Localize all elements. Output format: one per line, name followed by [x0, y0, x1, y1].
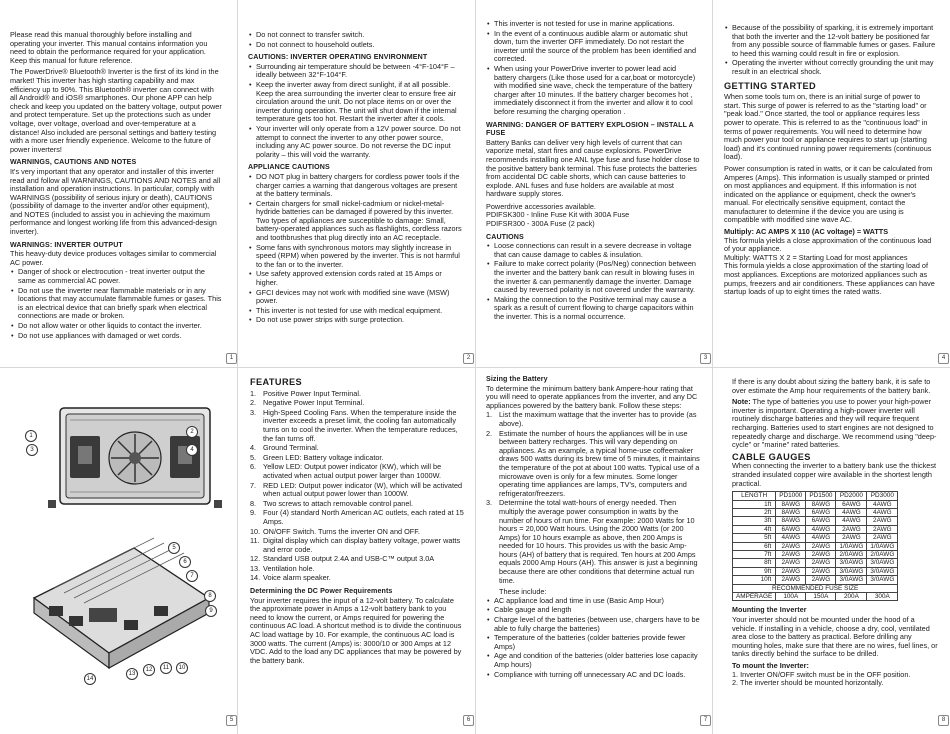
- table-row: [733, 576, 898, 584]
- page-number: 7: [700, 715, 711, 726]
- page-number: 3: [700, 353, 711, 364]
- formula-note: This formula yields a close approximation of the continuous load of your appliance.: [724, 235, 932, 254]
- table-cell: 2ft: [733, 508, 776, 516]
- page-3: [486, 20, 700, 324]
- table-cell: 6ft: [733, 542, 776, 550]
- list-item: • Surrounding air temperature should be between -4°F-104°F – ideally between 32°F-104°F.: [248, 63, 462, 80]
- page-2: [248, 31, 462, 327]
- page-number: 2: [463, 353, 474, 364]
- table-cell: 4AWG: [776, 534, 806, 542]
- list-item: 9. Four (4) standard North American AC outlets, each rated at 15 Amps.: [250, 508, 464, 526]
- table-cell: 1/0AWG: [836, 542, 867, 550]
- table-header-cell: PD1000: [776, 492, 806, 500]
- mount-step: 2. The inverter should be mounted horizontally.: [732, 678, 884, 688]
- table-cell: 2AWG: [806, 567, 836, 575]
- list-item: • Do not use appliances with damaged or wet cords.: [10, 332, 222, 341]
- table-row: [733, 500, 898, 508]
- table-cell: 4AWG: [836, 508, 867, 516]
- table-cell: 200A: [836, 593, 867, 601]
- bullet-list: [486, 242, 700, 321]
- table-cell: 6AWG: [836, 500, 867, 508]
- callout-3: 3: [26, 444, 38, 456]
- intro-paragraph-2: The PowerDrive® Bluetooth® Inverter is the first of its kind in the market! This inverter has high starting capability and max efficiency up to 90%. This Bluetooth® inverter can connect with all Android® and iOS® smartphones. Our phone APP can help check and keep you updated on the battery voltage, output power and protect temperature. Set up the protections such as under voltage, over voltage, overload and over-temperature at a distance! Also included are personal settings and battery testing with a more user friendly experience. Welcome to the future of power inverters!: [10, 67, 222, 154]
- bullet-list: [248, 173, 462, 325]
- table-cell: 8ft: [733, 559, 776, 567]
- table-cell: 8AWG: [776, 517, 806, 525]
- list-item: • AC appliance load and time in use (Basic Amp Hour): [486, 597, 700, 606]
- table-cell: 8AWG: [806, 500, 836, 508]
- list-item: 5. Green LED: Battery voltage indicator.: [250, 452, 384, 462]
- page-number: 8: [938, 715, 949, 726]
- formula-starting: Multiply: WATTS X 2 = Starting Load for most appliances: [724, 252, 908, 262]
- list-item: 1. List the maximum wattage that the inverter has to provide (as above).: [486, 410, 697, 428]
- callout-5: 5: [168, 542, 180, 554]
- page-4: [724, 24, 938, 297]
- table-cell: 100A: [776, 593, 806, 601]
- table-cell: 4AWG: [836, 517, 867, 525]
- list-item: • Do not connect to transfer switch.: [248, 31, 462, 40]
- page-8: [732, 378, 938, 688]
- callout-2: 2: [186, 426, 198, 438]
- list-item: • Because of the possibility of sparking, it is extremely important that both the inverter and the 12-volt battery be positioned far from any possible source of flammable fumes or gases. Failure to heed this warning could result in fire or explosion.: [724, 24, 938, 58]
- table-cell: 2AWG: [836, 525, 867, 533]
- dc-requirements-paragraph: Your inverter requires the input of a 12-volt battery. To calculate the approximate power in Amps a 12-volt battery bank to you need to know the current, or Amps required for powering the continuous AC load. A shortcut method is to divide the continuous AC load wattage by 10. For example, the continuous AC load is 3000 watts. The current (Amps) is: 3000/10 or 300 Amps at 12 VDC. Add to the load any DC appliances that may be powered by the battery bank.: [250, 595, 462, 665]
- bullet-list: [248, 31, 462, 49]
- section-heading: APPLIANCE CAUTIONS: [248, 163, 330, 172]
- table-cell: 2AWG: [776, 576, 806, 584]
- page-number: 5: [226, 715, 237, 726]
- warnings-paragraph: It's very important that any operator and installer of this inverter read and follow all WARNINGS, CAUTIONS AND NOTES and all installation and operation instructions. In particular, comply with WARNINGS (possibility of serious injury or death), CAUTIONS (possibility of damage to the inverter and/or other equipment), and NOTES (included to assist you in achieving the maximum performance and longest working life from this advanced-design inverter).: [10, 166, 221, 237]
- section-heading: CABLE GAUGES: [732, 451, 811, 462]
- bullet-list: [10, 268, 222, 340]
- output-paragraph: This heavy-duty device produces voltages similar to commercial AC power.: [10, 249, 217, 267]
- table-cell: 2AWG: [776, 567, 806, 575]
- table-cell: 9ft: [733, 567, 776, 575]
- list-item: • Some fans with synchronous motors may slightly increase in speed (RPM) when powered by the inverter. This is not harmful to the fan or to the inverter.: [248, 244, 462, 270]
- callout-11: 11: [160, 662, 172, 674]
- list-item: 11. Digital display which can display battery voltage, power watts and error code.: [250, 536, 461, 554]
- table-cell: 2AWG: [776, 559, 806, 567]
- list-item: • Making the connection to the Positive terminal may cause a spark as a result of current flowing to charge capacitors within the inverter. This is a normal occurrence.: [486, 296, 700, 322]
- table-cell: 6AWG: [806, 508, 836, 516]
- sizing-intro: To determine the minimum battery bank Ampere-hour rating that you will need to operate appliances from the inverter, and any DC appliances powered by the battery bank. Follow these steps:: [486, 383, 698, 410]
- list-item: • Danger of shock or electrocution - treat inverter output the same as commercial AC power.: [10, 268, 222, 285]
- cable-gauges-paragraph: When connecting the inverter to a battery bank use the thickest stranded insulated copper wire available in the shortest length practical.: [732, 461, 937, 488]
- list-item: 1. Positive Power Input Terminal.: [250, 388, 362, 398]
- list-item: • Charge level of the batteries (between use, chargers have to be able to fully charge the batteries): [486, 616, 700, 633]
- callout-1: 1: [25, 430, 37, 442]
- list-item: • Use safety approved extension cords rated at 15 Amps or higher.: [248, 270, 462, 287]
- table-cell: 3/0AWG: [867, 559, 898, 567]
- fuse-caption-row: [733, 584, 898, 592]
- table-cell: 2AWG: [806, 542, 836, 550]
- table-cell: 7ft: [733, 550, 776, 558]
- section-heading: GETTING STARTED: [724, 80, 817, 91]
- callout-12: 12: [143, 664, 155, 676]
- section-heading: FEATURES: [250, 377, 303, 387]
- list-item: • This inverter is not tested for use with medical equipment.: [248, 307, 462, 316]
- accessories-label: Powerdrive accessories available.: [486, 201, 596, 211]
- list-item: 13. Ventilation hole.: [250, 563, 315, 573]
- list-item: 8. Two screws to attach removable control panel.: [250, 498, 414, 508]
- list-item: • Do not use the inverter near flammable materials or in any locations that may accumulate flammable fumes or gases. This is an electrical device that can briefly spark when electrical connections are made or broken.: [10, 287, 222, 321]
- section-heading: Sizing the Battery: [486, 375, 548, 383]
- list-item: • GFCI devices may not work with modified sine wave (MSW) power.: [248, 289, 462, 306]
- table-cell: 1/0AWG: [867, 542, 898, 550]
- list-item: 6. Yellow LED: Output power indicator (KW), which will be activated when actual output power larger than 1000W.: [250, 462, 442, 480]
- features-list: [250, 390, 464, 583]
- list-item: 3. High-Speed Cooling Fans. When the temperature inside the inverter exceeds a preset limit, the cooling fan automatically turns on to cool the inverter. When the temperature reduces, the fan turns off.: [250, 407, 458, 443]
- table-cell: 6AWG: [806, 517, 836, 525]
- table-cell: 2AWG: [806, 550, 836, 558]
- mount-steps-heading: To mount the Inverter:: [732, 660, 809, 670]
- table-cell: 3/0AWG: [836, 576, 867, 584]
- list-item: 2. Negative Power Input Terminal.: [250, 398, 365, 408]
- table-cell: 4AWG: [806, 525, 836, 533]
- table-cell: 3ft: [733, 517, 776, 525]
- table-cell: 3/0AWG: [867, 567, 898, 575]
- callout-8: 8: [204, 590, 216, 602]
- table-cell: 2AWG: [806, 576, 836, 584]
- table-cell: 3/0AWG: [867, 576, 898, 584]
- callout-6: 6: [179, 556, 191, 568]
- fold-line-horizontal: [0, 367, 950, 368]
- oversize-paragraph: If there is any doubt about sizing the battery bank, it is safe to over estimate the Amp hour requirements of the battery bank.: [732, 377, 931, 395]
- inverter-front-illustration: [40, 400, 225, 510]
- table-cell: 2AWG: [867, 534, 898, 542]
- table-cell: 2AWG: [836, 534, 867, 542]
- section-heading: WARNINGS: INVERTER OUTPUT: [10, 240, 123, 249]
- table-cell: 4AWG: [867, 500, 898, 508]
- list-item: • Compliance with turning off unnecessary AC and DC loads.: [486, 671, 700, 680]
- table-cell: 5ft: [733, 534, 776, 542]
- table-cell: 3/0AWG: [836, 559, 867, 567]
- mounting-paragraph: Your inverter should not be mounted under the hood of a vehicle. If installing in a vehicle, choose a dry, cool, ventilated area close to the battery as practical. Before drilling any mounting holes, make sure that there are no wires, fuel lines, or tanks directly behind the surface to be drilled.: [732, 615, 938, 659]
- list-item: • Operating the inverter without correctly grounding the unit may result in an electrical shock.: [724, 59, 938, 76]
- formula-watts: Multiply: AC AMPS X 110 (AC voltage) = WATTS: [724, 227, 889, 237]
- intro-paragraph: Please read this manual thoroughly before installing and operating your inverter. This manual contains information you need to obtain the performance required for your application. Keep this manual for future reference.: [10, 30, 208, 65]
- bullet-list: [486, 20, 700, 117]
- table-header-cell: PD3000: [867, 492, 898, 500]
- list-item: • Do not allow water or other liquids to contact the inverter.: [10, 322, 222, 331]
- table-cell: 6AWG: [776, 525, 806, 533]
- list-item: • DO NOT plug in battery chargers for cordless power tools if the charger carries a warning that dangerous voltages are present at the battery terminals.: [248, 173, 462, 199]
- table-cell: 3/0AWG: [836, 567, 867, 575]
- accessory-item: PDIFSR300 - 300A Fuse (2 pack): [486, 219, 595, 229]
- section-heading: WARNING: DANGER OF BATTERY EXPLOSION – INSTALL A FUSE: [486, 120, 694, 138]
- page-7: [486, 375, 700, 681]
- bullet-list: [724, 24, 938, 77]
- list-item: • In the event of a continuous audible alarm or automatic shut down, turn the inverter OFF immediately. Do not restart the inverter until the source of the problem has been identified and corrected.: [486, 30, 700, 64]
- inverter-top-illustration: [14, 528, 214, 678]
- page-6: [250, 378, 464, 668]
- table-cell: 150A: [806, 593, 836, 601]
- table-row: [733, 517, 898, 525]
- table-row: [733, 567, 898, 575]
- fuse-row: [733, 593, 898, 601]
- list-item: 2. Estimate the number of hours the appliances will be in use between battery recharges. This will vary depending on appliances. As an example, a typical home-use coffeemaker draws 500 watts during its brew time of 5 minutes, it maintains the temperature of the pot at about 100 watts. Typical use of a microwave oven is only for a few minutes. Some longer operating time appliances are lamps, TV's, computers and refrigerator/freezers.: [486, 428, 700, 498]
- page-1: [10, 31, 222, 342]
- note-paragraph: Note: The type of batteries you use to power your high-power inverter is important. Operating a high-power inverter will routinely discharge batteries and they will require frequent recharging. Batteries used to start engines are not designed to repeatedly charge and discharge. We recommend using "deep-cycle" or "marine" rated batteries.: [732, 397, 937, 450]
- table-row: [733, 525, 898, 533]
- callout-4: 4: [186, 444, 198, 456]
- page-number: 6: [463, 715, 474, 726]
- list-item: • Certain chargers for small nickel-cadmium or nickel-metal-hydride batteries can be damaged if powered by this inverter. Two types of appliances are susceptible to damage: Small, battery-operated appliances such as flashlights, cordless razors and toothbrushes that plug directly into an AC receptacle.: [248, 200, 462, 243]
- list-item: 4. Ground Terminal.: [250, 443, 319, 453]
- table-cell: 2/0AWG: [867, 550, 898, 558]
- section-heading: CAUTIONS: INVERTER OPERATING ENVIRONMENT: [248, 53, 428, 62]
- list-item: • Cable gauge and length: [486, 606, 700, 615]
- list-item: • Age and condition of the batteries (older batteries lose capacity Amp hours): [486, 652, 700, 669]
- table-cell: 2AWG: [867, 525, 898, 533]
- table-cell: 2AWG: [806, 559, 836, 567]
- bullet-list: [248, 63, 462, 160]
- table-header-cell: LENGTH: [733, 492, 776, 500]
- table-cell: 4AWG: [867, 508, 898, 516]
- list-item: 12. Standard USB output 2.4A and USB-C™ output 3.0A: [250, 554, 435, 564]
- table-cell: 4ft: [733, 525, 776, 533]
- list-item: 3. Determine the total watt-hours of energy needed. Then multiply the average power consumption in watts by the number of hours of run time. For example: 2000 Watts for 10 hours = 20,000 Watt hours. Using the 2000 Watts (or 200 Amps) for 10 hours example as above, then 200 Amps is needed for 10 hours. This provides us with the basic Amp-hours (AH) of battery that is required. Ten hours at 200 Amps equals 2000 Amp Hours (AH). This answer is just a beginning because there are other conditions that determine actual run time.: [486, 498, 698, 585]
- section-heading: Mounting the Inverter: [732, 606, 807, 615]
- table-cell: 300A: [867, 593, 898, 601]
- table-row: [733, 508, 898, 516]
- list-item: • When using your PowerDrive inverter to power lead acid battery chargers (Like those used for a car,boat or motorcycle) with modified sine wave, check the temperature of the battery charger after 10 minutes. If the battery charger becomes hot , immediately disconnect it from the inverter and allow it to cool before resuming the charging operation .: [486, 65, 700, 117]
- cable-gauge-table: [732, 491, 898, 601]
- list-item: • Loose connections can result in a severe decrease in voltage that can cause damage to cables & insulation.: [486, 242, 700, 259]
- callout-14: 14: [84, 673, 96, 685]
- table-row: [733, 550, 898, 558]
- list-item: • Keep the inverter away from direct sunlight, if at all possible. Keep the area surrounding the inverter clear to ensure free air circulation around the unit. Do not place items on or over the inverter during operation. The unit will shut down if the internal temperature gets too hot. Restart the inverter after it cools.: [248, 81, 462, 124]
- table-cell: 2AWG: [867, 517, 898, 525]
- page-number: 1: [226, 353, 237, 364]
- table-cell: 4AWG: [806, 534, 836, 542]
- formula-note: This formula yields a close approximation of the starting load of most appliances. Exceptions are motorized appliances such as pumps, freezers and air conditioners. These appliances can have startup loads of up to eight times the rated watts.: [724, 261, 935, 297]
- table-cell: 2/0AWG: [836, 550, 867, 558]
- table-cell: 2AWG: [776, 550, 806, 558]
- mount-step: 1. Inverter ON/OFF switch must be in the OFF position.: [732, 669, 911, 679]
- accessory-item: PDIFSK300 - Inline Fuse Kit with 300A Fuse: [486, 210, 630, 220]
- table-header-cell: PD1500: [806, 492, 836, 500]
- section-heading: CAUTIONS: [486, 232, 524, 241]
- getting-started-paragraph: When some tools turn on, there is an initial surge of power to start. This surge of power is referred to as the "starting load" or "peak load." Once started, the tool or appliance requires less power to operate. This is referred to as the "continuous load" in terms of power requirements. You will need to determine how much power your tool or appliance requires to start up (starting load) and it's continued running power requirements (continuous load).: [724, 92, 932, 162]
- list-item: • This inverter is not tested for use in marine applications.: [486, 20, 700, 29]
- table-header-cell: PD2000: [836, 492, 867, 500]
- section-heading: Determining the DC Power Requirements: [250, 587, 393, 596]
- table-cell: AMPERAGE: [733, 593, 776, 601]
- callout-7: 7: [186, 570, 198, 582]
- callout-13: 13: [126, 668, 138, 680]
- list-item: • Do not use power strips with surge protection.: [248, 316, 462, 325]
- table-header-row: [733, 492, 898, 500]
- include-label: These include:: [499, 587, 547, 597]
- table-cell: 10ft: [733, 576, 776, 584]
- list-item: • Failure to make correct polarity (Pos/Neg) connection between the inverter and the battery bank can result in blowing fuses in the inverter & can permanently damage the inverter. Damage caused by reversed polarity is not covered under the warranty.: [486, 260, 700, 294]
- callout-9: 9: [205, 605, 217, 617]
- table-row: [733, 559, 898, 567]
- page-number: 4: [938, 353, 949, 364]
- table-cell: 8AWG: [776, 500, 806, 508]
- power-consumption-paragraph: Power consumption is rated in watts, or it can be calculated from Amperes (Amps). This information is usually stamped or printed on most appliances and equipment. If this information is not indicated on the appliance or equipment, check the owner's manual. For electrically sensitive equipment, contact the manufacturer to determine if the device you are using is compatible with modified sine wave AC.: [724, 163, 933, 225]
- table-row: [733, 534, 898, 542]
- fuse-paragraph: Battery Banks can deliver very high levels of current that can vaporize metal, start fires and cause explosions. PowerDrive recommends installing one ANL type fuse and fuse holder close to the positive battery bank terminal. This fuse protects the batteries from accidental DC cable shorts, which can cause batteries to explode. ANL fuses and fuse holders are available at most hardware supply stores.: [486, 137, 700, 199]
- table-cell: 8AWG: [776, 508, 806, 516]
- table-cell: 2AWG: [776, 542, 806, 550]
- list-item: 10. ON/OFF Switch. Turns the inverter ON and OFF.: [250, 526, 420, 536]
- list-item: 14. Voice alarm speaker.: [250, 573, 331, 583]
- fuse-caption: RECOMMENDED FUSE SIZE: [733, 584, 898, 592]
- list-item: 7. RED LED: Output power indicator (W), which will be activated when actual output power lower than 1000W.: [250, 480, 463, 499]
- callout-10: 10: [176, 662, 188, 674]
- list-item: • Temperature of the batteries (colder batteries provide fewer Amps): [486, 634, 700, 651]
- table-row: [733, 542, 898, 550]
- list-item: • Do not connect to household outlets.: [248, 41, 462, 50]
- section-heading: WARNINGS, CAUTIONS AND NOTES: [10, 158, 137, 167]
- steps-list: [486, 411, 700, 585]
- bullet-list: [486, 597, 700, 679]
- table-cell: 1ft: [733, 500, 776, 508]
- list-item: • Your inverter will only operate from a 12V power source. Do not attempt to connect the inverter to any other power source, including any AC power source. Do not reverse the DC input polarity – this will void the warranty.: [248, 125, 462, 159]
